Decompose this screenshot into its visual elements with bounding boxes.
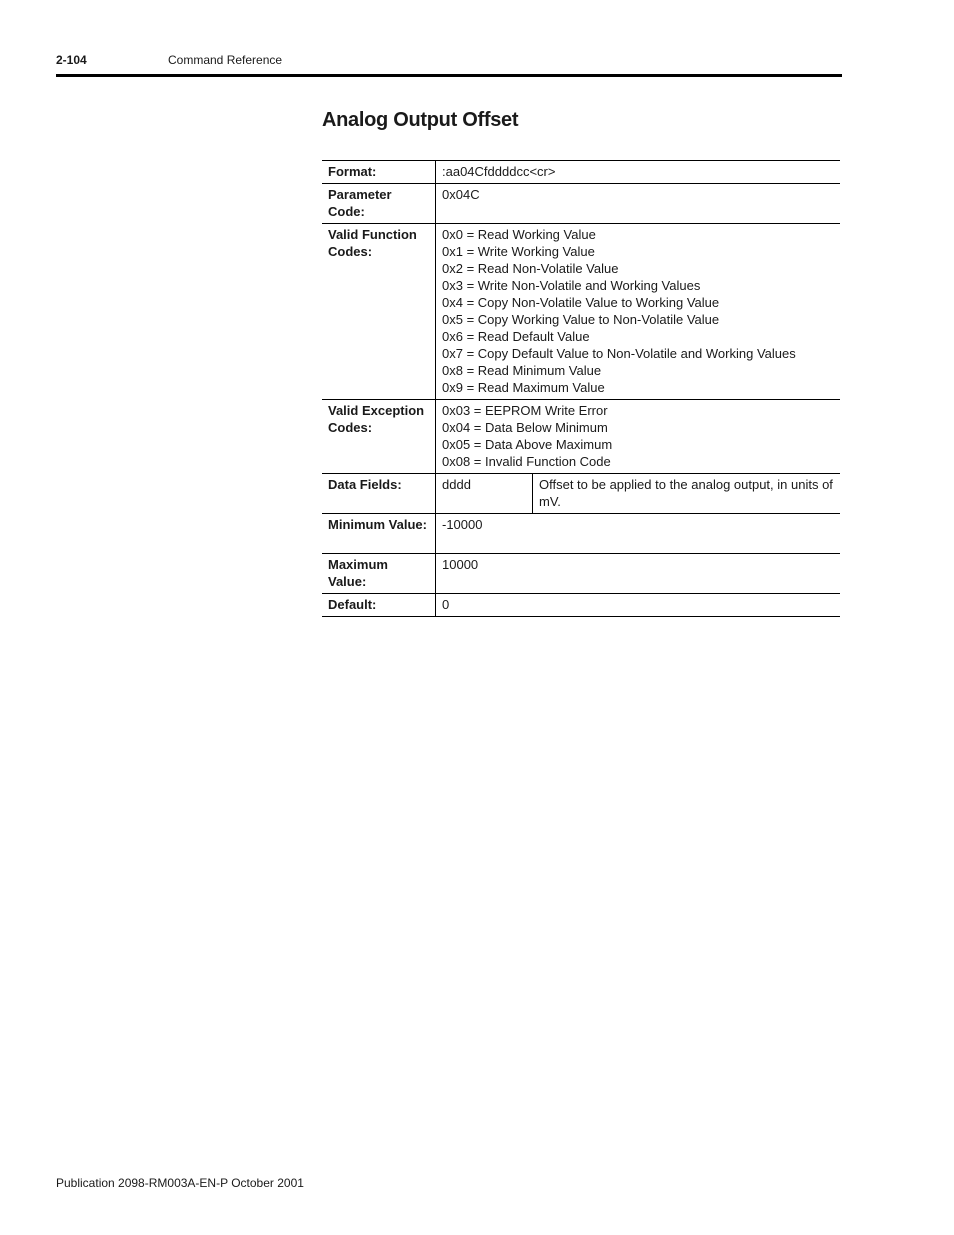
valid-exception-codes-list [436, 400, 841, 474]
function-code-item: 0x6 = Read Default Value [442, 329, 590, 344]
function-code-item: 0x3 = Write Non-Volatile and Working Values [442, 278, 701, 293]
parameter-code-value: 0x04C [436, 184, 841, 224]
section-title: Analog Output Offset [322, 109, 519, 131]
function-code-item: 0x1 = Write Working Value [442, 244, 595, 259]
function-code-item: 0x5 = Copy Working Value to Non-Volatile Value [442, 312, 720, 327]
maximum-value-label: Maximum Value: [322, 554, 436, 594]
row-format [322, 161, 840, 184]
running-header: Command Reference [168, 53, 283, 67]
page-number: 2-104 [56, 53, 87, 67]
format-value: :aa04Cfddddcc<cr> [436, 161, 841, 184]
data-fields-label: Data Fields: [322, 474, 436, 514]
minimum-value-label: Minimum Value: [322, 514, 436, 554]
data-fields-description: Offset to be applied to the analog output, in units of mV. [533, 474, 841, 514]
maximum-value-value: 10000 [436, 554, 841, 594]
row-valid-exception-codes [322, 400, 840, 474]
data-fields-field: dddd [436, 474, 533, 514]
valid-function-codes-list [436, 224, 841, 400]
function-code-item: 0x7 = Copy Default Value to Non-Volatile and Working Values [442, 346, 796, 361]
default-value: 0 [436, 594, 841, 617]
exception-code-item: 0x08 = Invalid Function Code [442, 454, 611, 469]
exception-code-item: 0x05 = Data Above Maximum [442, 437, 613, 452]
valid-exception-codes-label: Valid Exception Codes: [322, 400, 436, 474]
function-code-item: 0x0 = Read Working Value [442, 227, 596, 242]
function-code-item: 0x8 = Read Minimum Value [442, 363, 602, 378]
row-valid-function-codes [322, 224, 840, 400]
format-label: Format: [322, 161, 436, 184]
row-maximum-value [322, 554, 840, 594]
row-minimum-value [322, 514, 840, 554]
minimum-value-value: -10000 [436, 514, 841, 554]
header-rule [56, 74, 842, 77]
parameter-code-label: Parameter Code: [322, 184, 436, 224]
row-parameter-code [322, 184, 840, 224]
spec-table [322, 160, 840, 617]
valid-function-codes-label: Valid Function Codes: [322, 224, 436, 400]
row-data-fields [322, 474, 840, 514]
function-code-item: 0x2 = Read Non-Volatile Value [442, 261, 619, 276]
footer-publication: Publication 2098-RM003A-EN-P October 2001 [56, 1176, 304, 1190]
function-code-item: 0x4 = Copy Non-Volatile Value to Working Value [442, 295, 720, 310]
row-default [322, 594, 840, 617]
exception-code-item: 0x04 = Data Below Minimum [442, 420, 608, 435]
function-code-item: 0x9 = Read Maximum Value [442, 380, 605, 395]
default-label: Default: [322, 594, 436, 617]
exception-code-item: 0x03 = EEPROM Write Error [442, 403, 608, 418]
